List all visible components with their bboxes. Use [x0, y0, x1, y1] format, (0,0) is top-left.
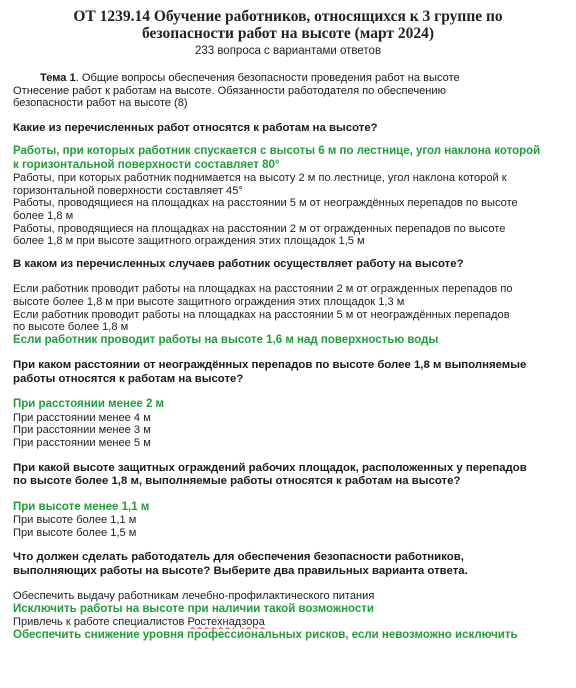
q3-answer-3: При расстоянии менее 5 м — [13, 436, 151, 449]
topic-title: . Общие вопросы обеспечения безопасности проведения работ на высоте — [75, 72, 460, 84]
document-subtitle: 233 вопроса с вариантами ответов — [194, 45, 382, 57]
title-line-2: безопасности работ на высоте (март 2024) — [141, 25, 435, 42]
question-2: В каком из перечисленных случаев работник осуществляет работу на высоте? — [13, 257, 464, 270]
topic-label: Тема 1 — [40, 72, 76, 84]
q1-answer-3-line-2: более 1,8 м при высоте защитного ограждения этих площадок 1,5 м — [13, 235, 365, 248]
question-3-line-2: работы относятся к работам на высоте? — [13, 372, 244, 385]
q5-correct-answer-2: Обеспечить снижение уровня профессиональных рисков, если невозможно исключить — [13, 628, 518, 641]
q1-answer-1-line-1: Работы, при которых работник поднимается на высоту 2 м по лестнице, угол наклона которой к — [13, 172, 507, 185]
q1-correct-answer-line-1: Работы, при которых работник спускается с высоты 6 м по лестнице, угол наклона которой — [13, 145, 541, 158]
question-3-line-1: При каком расстоянии от неограждённых перепадов по высоте более 1,8 м выполняемые — [13, 359, 527, 372]
topic-sub-line-2: безопасности работ на высоте (8) — [13, 97, 188, 110]
q5-answer-2-spellcheck-word: Ростехнадзора — [187, 616, 265, 629]
question-5-line-1: Что должен сделать работодатель для обеспечения безопасности работников, — [13, 551, 464, 564]
question-5-line-2: выполняющих работы на высоте? Выберите два правильных варианта ответа. — [13, 564, 468, 577]
q5-answer-2 — [13, 616, 561, 629]
q3-answer-2: При расстоянии менее 3 м — [13, 424, 151, 437]
q5-correct-answer-1: Исключить работы на высоте при наличии такой возможности — [13, 602, 374, 615]
q1-correct-answer-line-2: к горизонтальной поверхности составляет 80° — [13, 158, 280, 171]
question-4-line-1: При какой высоте защитных ограждений рабочих площадок, расположенных у перепадов — [13, 461, 527, 474]
q5-answer-2-prefix: Привлечь к работе специалистов — [13, 616, 188, 629]
q5-answer-1: Обеспечить выдачу работникам лечебно-профилактического питания — [13, 590, 375, 603]
q3-correct-answer: При расстоянии менее 2 м — [13, 398, 165, 411]
document-body — [13, 72, 561, 642]
q1-answer-3-line-1: Работы, проводящиеся на площадках на расстоянии 2 м от огражденных перепадов по высоте — [13, 222, 506, 235]
q1-answer-2-line-1: Работы, проводящиеся на площадках на расстоянии 5 м от неограждённых перепадов по высоте — [13, 197, 518, 210]
q1-answer-2-line-2: более 1,8 м — [13, 210, 74, 223]
q1-answer-1-line-2: горизонтальной поверхности составляет 45° — [13, 184, 243, 197]
q2-answer-2-line-1: Если работник проводит работы на площадках на расстоянии 5 м от неограждённых перепадов — [13, 308, 510, 321]
topic-heading — [13, 72, 561, 85]
title-line-1: ОТ 1239.14 Обучение работников, относящихся к 3 группе по — [73, 8, 503, 25]
question-4-line-2: по высоте более 1,8 м, выполняемые работы относятся к работам на высоте? — [13, 475, 461, 487]
q2-answer-1-line-1: Если работник проводит работы на площадках на расстоянии 2 м от огражденных перепадов по — [13, 283, 513, 296]
q2-correct-answer: Если работник проводит работы на высоте 1,6 м над поверхностью воды — [13, 333, 439, 346]
q4-answer-2: При высоте более 1,5 м — [13, 526, 137, 539]
q4-answer-1: При высоте более 1,1 м — [13, 514, 137, 526]
q3-answer-1: При расстоянии менее 4 м — [13, 411, 151, 424]
q2-answer-2-line-2: по высоте более 1,8 м — [13, 321, 129, 334]
topic-sub-line-1: Отнесение работ к работам на высоте. Обязанности работодателя по обеспечению — [13, 84, 446, 97]
question-1: Какие из перечисленных работ относятся к работам на высоте? — [13, 121, 378, 134]
q4-correct-answer: При высоте менее 1,1 м — [13, 500, 150, 513]
q2-answer-1-line-2: высоте более 1,8 м при высоте защитного ограждения этих площадок 1,3 м — [13, 295, 405, 308]
document-title — [0, 8, 576, 42]
